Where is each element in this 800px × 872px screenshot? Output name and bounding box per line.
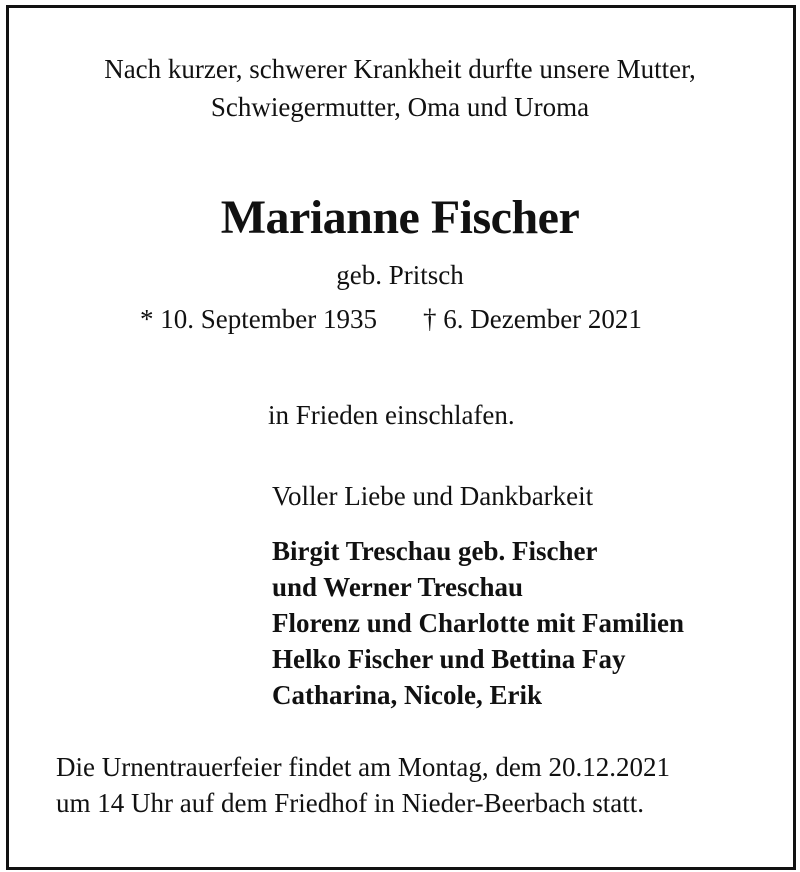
family-member: Birgit Treschau geb. Fischer — [272, 536, 598, 566]
signoff-phrase: Voller Liebe und Dankbarkeit — [272, 481, 594, 511]
passing-text: in Frieden einschlafen. — [268, 400, 515, 430]
intro-line-1: Nach kurzer, schwerer Krankheit durfte unsere Mutter, — [104, 54, 696, 84]
family-member: und Werner Treschau — [272, 572, 524, 602]
birth-name: geb. Pritsch — [336, 260, 464, 290]
notice-border — [6, 5, 796, 870]
deceased-name: Marianne Fischer — [220, 191, 580, 244]
service-line-2: um 14 Uhr auf dem Friedhof in Nieder-Beerbach statt. — [56, 788, 645, 818]
family-member: Helko Fischer und Bettina Fay — [272, 644, 626, 674]
family-member: Florenz und Charlotte mit Familien — [272, 608, 684, 638]
service-line-1: Die Urnentrauerfeier findet am Montag, dem 20.12.2021 — [56, 752, 671, 782]
birth-date: * 10. September 1935 — [140, 304, 377, 334]
family-member: Catharina, Nicole, Erik — [272, 680, 542, 710]
death-date: † 6. Dezember 2021 — [423, 304, 642, 334]
intro-line-2: Schwiegermutter, Oma und Uroma — [210, 92, 590, 122]
